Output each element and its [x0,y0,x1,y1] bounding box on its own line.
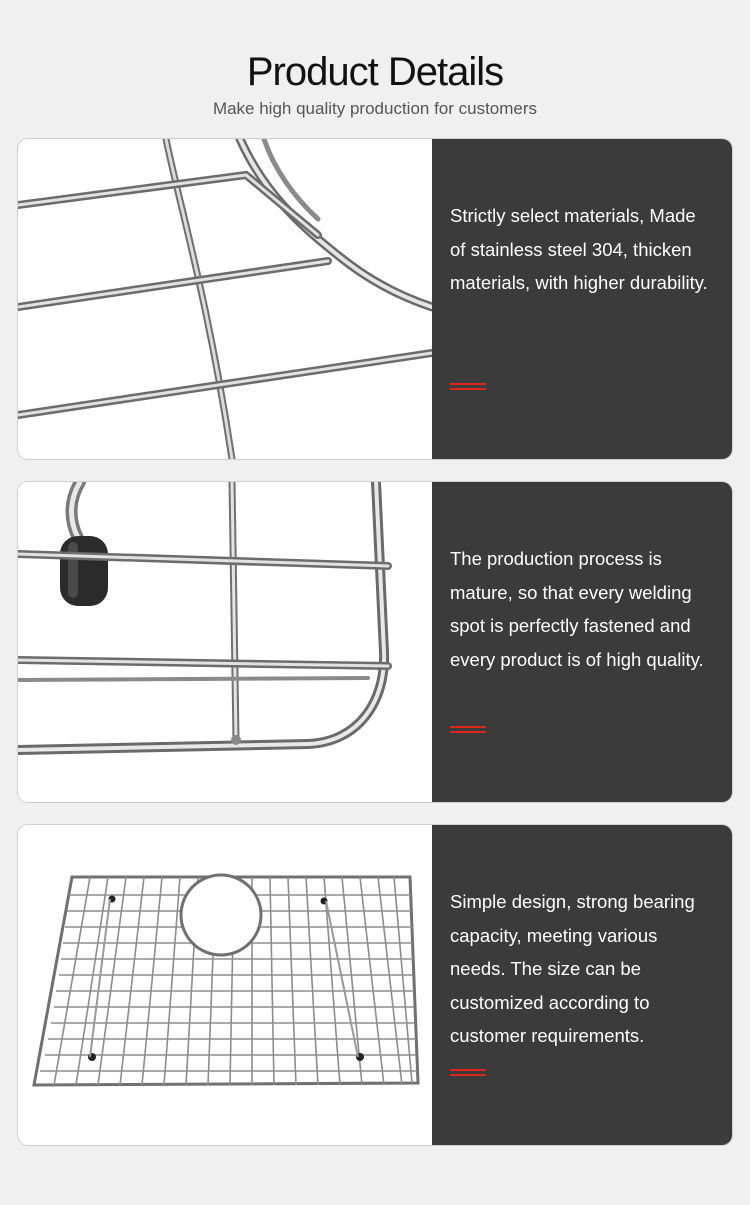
product-description: Simple design, strong bearing capacity, meeting various needs. The size can be customized according to customer requirements. [450,891,695,1046]
accent-underline [450,1069,486,1077]
description-panel [432,482,732,802]
product-photo-welding-closeup [18,482,432,802]
description-panel [432,139,732,459]
product-detail-card-materials [18,139,732,459]
product-description: Strictly select materials, Made of stainless steel 304, thicken materials, with higher durability. [450,205,708,293]
page-header [0,48,750,120]
product-detail-card-design [18,825,732,1145]
description-panel [432,825,732,1145]
product-photo-full-grid [18,825,432,1145]
product-detail-card-process [18,482,732,802]
page-title: Product Details [246,50,504,94]
accent-underline [450,726,486,734]
page-subtitle: Make high quality production for customers [212,99,538,118]
accent-underline [450,383,486,391]
product-photo-corner-closeup [18,139,432,459]
product-description: The production process is mature, so that every welding spot is perfectly fastened and every product is of high quality. [450,548,704,670]
